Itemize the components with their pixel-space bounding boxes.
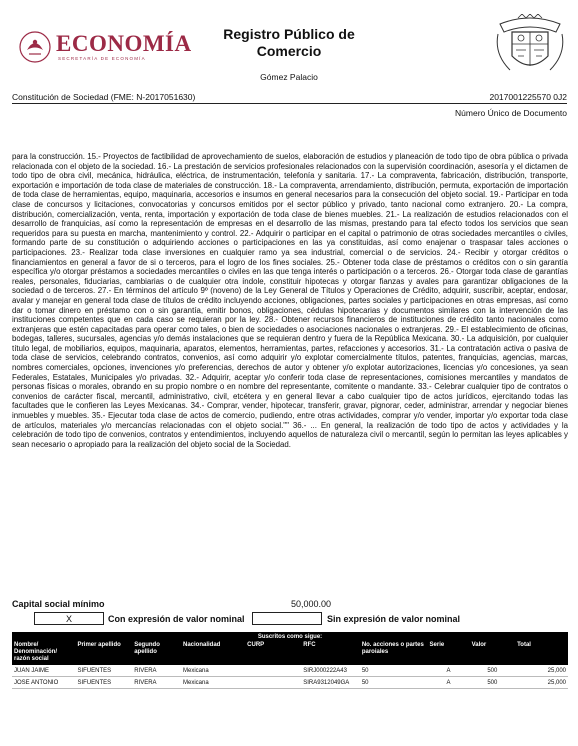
economia-logo (18, 30, 198, 64)
column-header: Nombre/ Denominación/ razón social (12, 641, 75, 665)
cell-value: 500 (470, 665, 515, 677)
document-id-row (12, 92, 567, 104)
table-row (12, 677, 568, 689)
table-header-row (12, 641, 568, 665)
document-header (0, 0, 578, 92)
table-row (12, 665, 568, 677)
document-number: 2017001225570 0J2 (489, 92, 567, 102)
cell-name: JOSE ANTONIO (12, 677, 75, 689)
no-nominal-value-checkbox (252, 612, 322, 625)
cell-series: A (428, 665, 470, 677)
document-type: Constitución de Sociedad (FME: N-2017051630) (12, 92, 196, 102)
column-header: Total (515, 641, 568, 665)
cell-value: 500 (470, 677, 515, 689)
cell-curp (245, 665, 301, 677)
cell-shares: 50 (360, 665, 428, 677)
table-caption: Suscritos como sigue: (12, 632, 568, 641)
eagle-emblem-icon (18, 30, 52, 64)
column-header: Valor (470, 641, 515, 665)
column-header: Primer apellido (75, 641, 132, 665)
subscribers-table (12, 632, 568, 689)
page-title (200, 26, 378, 60)
column-header: Serie (428, 641, 470, 665)
cell-shares: 50 (360, 677, 428, 689)
cell-second-surname: RIVERA (132, 677, 181, 689)
corporate-purpose-text: para la construcción. 15.- Proyectos de factibilidad de aprovechamiento de suelos, elaboración de estudios y planeación de todo tipo de obra pública o privada relacionada con el objeto de la sociedad. 16.- La prestación de servicios profesionales relacionados con la supervisión coordinación, asesoría y el dictamen de todo tipo de obra civil, mecánica, hidráulica, eléctrica, de instrumentación, telefonía y sanitaria. 17.- La compraventa, fabricación, distribución, transporte, exportación e importación de toda clase de materiales de construcción. 18.- La compraventa, arrendamiento, distribución, permuta, exportación de importación de toda clase de herramientas, equipo, maquinaria, accesorios e insumos en general necesarios para la consecución del objeto social. 19.- Participar en toda clase de concursos y licitaciones, convocatorias y concursos emitidos por el sector público y privado, tanto nacional como extranjero. 20.- La compra, distribución, comercialización, venta, renta, importación y exportación de toda clase de bienes muebles. 21.- La realización de estudios relacionados con el desarrollo de franquicias, así como la representación de empresas en el desarrollo de las mismas, prestando para tal efecto todos los servicios que sean requeridos para su puesta en marcha, mantenimiento y control. 22.- Adquirir o participar en el capital o patrimonio de otras sociedades mercantiles o civiles, formando parte de su constitución o adquiriendo acciones o participaciones en las ya constituidas, así como enajenar o traspasar tales acciones o participaciones. 23.- Realizar toda clase inversiones en cualquier ramo ya sea industrial, comercial o de servicios. 24.- Recibir y otorgar créditos o financiamientos en general a favor de si o terceros, para el logro de los fines sociales. 25.- Obtener toda clase de préstamos o créditos con o sin garantía específica y/o otorgar préstamos a sociedades mercantiles o civiles en las que tenga interés o participación o a terceros. 26.- Otorgar toda clase de garantías reales, personales, fiduciarias, cambiarias o de cualquier otra índole, constituir hipotecas y otorgar fianzas y avales para garantizar obligaciones de la sociedad o de terceros. 27.- En términos del artículo 9º (noveno) de la Ley General de Títulos y Operaciones de Crédito, adquirir, suscribir, aceptar, endosar, avalar y manejar en general toda clase de títulos de crédito incluyendo acciones, obligaciones, partes sociales y participaciones en otras empresas, así como dar o tomar dinero en préstamo con o sin garantía, emitir bonos, obligaciones, cédulas hipotecarias y documentos similares con la intervención de las instituciones competentes que en cada caso se requieran por la ley. 28.- Obtener recursos financieros de instituciones de crédito tanto nacionales como extranjeras que estén capacitadas para operar como tales, o bien de sociedades o asociaciones nacionales o extranjeras. 29.- El establecimiento de oficinas, bodegas, talleres, sucursales, agencias y/o demás instalaciones que se requieran dentro y fuera de la República Mexicana. 30.- La adquisición, por cualquier título legal, de mobiliarios, equipos, maquinaria, aparatos, elementos, herramientas, partes, refacciones y accesorios. 31.- La contratación activa o pasiva de toda clase de servicios, celebrando contratos, convenios, así como adquirir y/o explotar comercialmente títulos, patentes, franquicias, agencias, marcas, nombres comerciales, opciones, invenciones y/o preferencias, derechos de autor y obtener y/o explotar autorizaciones, licencias y/o concesiones, ya sean Federales, Estatales, Municipales y/o privadas. 32.- Adquirir, aceptar y/o conferir toda clase de representaciones, comisiones mercantiles y mandatos de personas físicas o morales, obrando en su propio nombre o en nombre del representante, comitente o mandante. 33.- Celebrar cualquier tipo de contratos o convenios de carácter fiscal, mercantil, administrativo, civil, etcétera y en general llevar a cabo cualquier tipo de actos jurídicos, ejercitando todas las facultades que le confieren las Leyes Mexicanas. 34.- Comprar, vender, hipotecar, transferir, gravar, pignorar, ceder, administrar, arrendar y negociar bienes inmuebles y muebles. 35.- Ejecutar toda clase de actos de comercio, pudiendo, entre otras actividades, comprar y/o vender, importar y/o exportar toda clase de artículos, materiales y/o mercancías relacionadas con el objeto social."" 36.- ... En general, la realización de todo tipo de actos y actividades y la celebración de todo tipo de convenios, contratos y entendimientos, incluyendo aquellos de naturaleza civil o mercantil, según lo permitan las leyes aplicables y sean necesario o apropiado para la realización del objeto social de la Sociedad. (12, 152, 568, 449)
brand-subtitle: SECRETARÍA DE ECONOMÍA (58, 56, 146, 61)
cell-series: A (428, 677, 470, 689)
cell-second-surname: RIVERA (132, 665, 181, 677)
title-line-1: Registro Público de (223, 26, 355, 42)
title-line-2: Comercio (256, 43, 322, 59)
column-header: Segundo apellido (132, 641, 181, 665)
cell-nationality: Mexicana (181, 677, 245, 689)
cell-total: 25,000 (515, 665, 568, 677)
cell-name: JUAN JAIME (12, 665, 75, 677)
cell-first-surname: SIFUENTES (75, 677, 132, 689)
cell-total: 25,000 (515, 677, 568, 689)
capital-label: Capital social mínimo (12, 599, 105, 609)
cell-nationality: Mexicana (181, 665, 245, 677)
column-header: No. acciones o partes paroiales (360, 641, 428, 665)
no-nominal-value-label: Sin expresión de valor nominal (327, 614, 461, 624)
cell-curp (245, 677, 301, 689)
column-header: CURP (245, 641, 301, 665)
nominal-value-checkbox: X (34, 612, 104, 625)
document-number-label: Número Único de Documento (455, 108, 567, 118)
column-header: RFC (301, 641, 360, 665)
column-header: Nacionalidad (181, 641, 245, 665)
cell-rfc: SIRA9312049GA (301, 677, 360, 689)
cell-rfc: SIRJ000222A43 (301, 665, 360, 677)
nominal-value-label: Con expresión de valor nominal (108, 614, 245, 624)
coat-of-arms-icon (492, 14, 568, 78)
cell-first-surname: SIFUENTES (75, 665, 132, 677)
city-name: Gómez Palacio (260, 72, 318, 82)
brand-name: ECONOMÍA (56, 31, 192, 56)
capital-value: 50,000.00 (291, 599, 332, 609)
table-caption-row (12, 632, 568, 641)
